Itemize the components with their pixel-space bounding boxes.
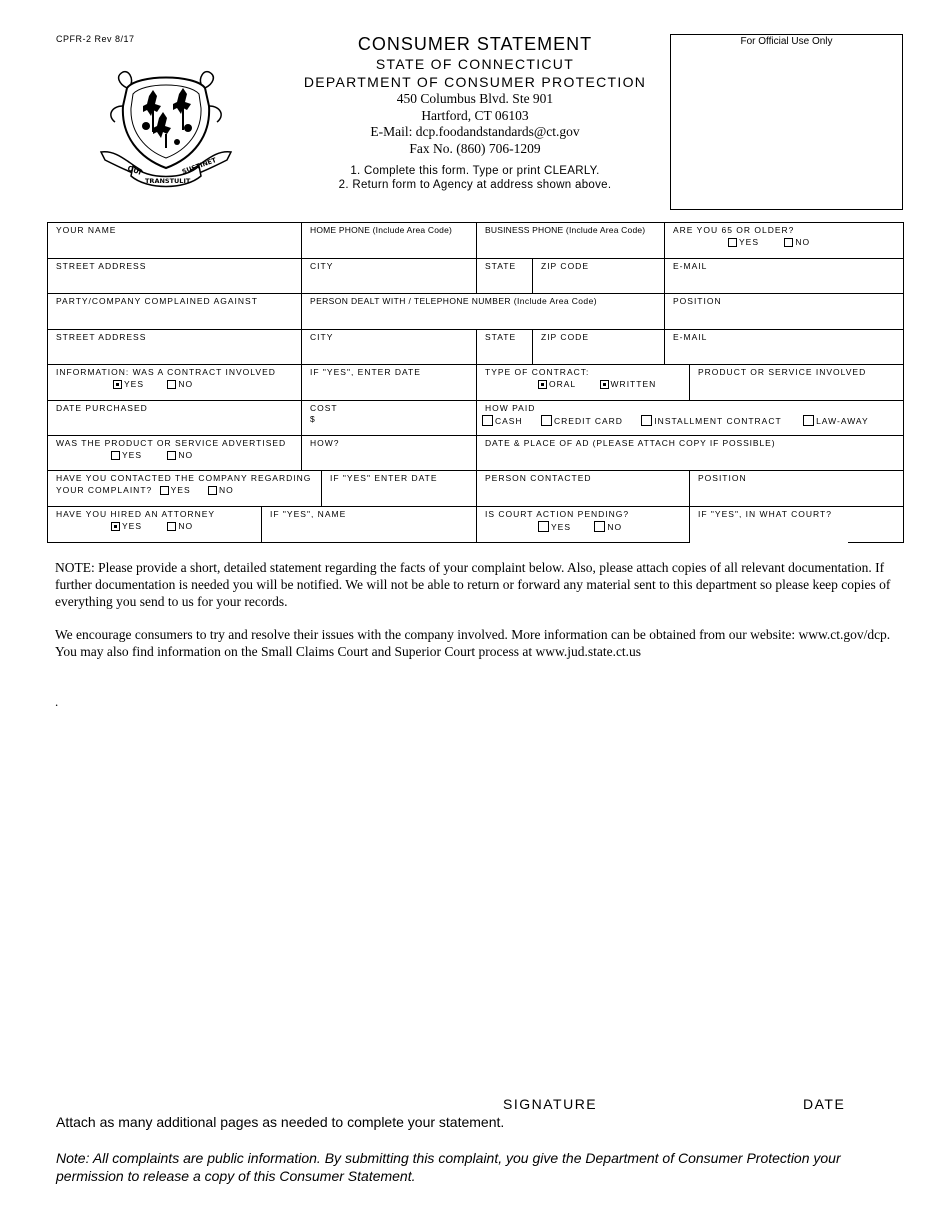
official-use-label: For Official Use Only xyxy=(740,36,833,47)
written-checkbox[interactable]: WRITTEN xyxy=(600,379,657,390)
email-line: E-Mail: dcp.foodandstandards@ct.gov xyxy=(370,124,580,139)
product-service-field[interactable]: PRODUCT OR SERVICE INVOLVED xyxy=(690,365,904,401)
contacted-yes-checkbox[interactable]: YES xyxy=(160,485,191,496)
fax-line: Fax No. (860) 706-1209 xyxy=(409,140,541,156)
how-paid-field: HOW PAID CASH CREDIT CARD INSTALLMENT CONTRACT LAW-AWAY xyxy=(477,401,904,436)
email-field[interactable]: E-MAIL xyxy=(665,259,904,294)
company-city-field[interactable]: CITY xyxy=(302,330,477,365)
contacted-date-field[interactable]: IF "YES" ENTER DATE xyxy=(322,471,477,507)
cash-checkbox[interactable]: CASH xyxy=(482,415,523,427)
contacted-no-checkbox[interactable]: NO xyxy=(208,485,234,496)
official-use-box xyxy=(670,34,903,210)
svg-text:QUI: QUI xyxy=(126,164,143,177)
city-field[interactable]: CITY xyxy=(302,259,477,294)
date-label: DATE xyxy=(803,1096,846,1112)
contract-yes-checkbox[interactable]: YES xyxy=(113,379,144,390)
svg-text:TRANSTULIT: TRANSTULIT xyxy=(145,177,191,185)
public-information-note: Note: All complaints are public information. By submitting this complaint, you give the Department of Consumer Protection your permission to release a copy of this Consumer Statement. xyxy=(56,1150,841,1184)
attach-pages-note: Attach as many additional pages as needed to complete your statement. xyxy=(56,1114,505,1130)
encourage-paragraph: We encourage consumers to try and resolve their issues with the company involved. More information can be obtained from our website: www.ct.gov/dcp. You may also find information on the Small Claims Court and Superior Court process at www.jud.state.ct.us xyxy=(55,627,891,659)
advertised-yes-checkbox[interactable]: YES xyxy=(111,450,142,461)
complaint-form-grid xyxy=(47,222,904,543)
court-no-checkbox[interactable]: NO xyxy=(594,521,622,533)
court-name-field[interactable]: IF "YES", IN WHAT COURT? xyxy=(690,507,904,543)
form-code: CPFR-2 Rev 8/17 xyxy=(56,34,135,44)
advertised-field: WAS THE PRODUCT OR SERVICE ADVERTISED YES NO xyxy=(48,436,302,471)
business-phone-field[interactable]: BUSINESS PHONE (Include Area Code) xyxy=(477,223,665,259)
company-zip-field[interactable]: ZIP CODE xyxy=(533,330,665,365)
date-place-ad-field[interactable]: DATE & PLACE OF AD (PLEASE ATTACH COPY IF POSSIBLE) xyxy=(477,436,904,471)
your-name-field[interactable]: YOUR NAME xyxy=(48,223,302,259)
court-yes-checkbox[interactable]: YES xyxy=(538,521,571,533)
home-phone-field[interactable]: HOME PHONE (Include Area Code) xyxy=(302,223,477,259)
age-65-field: ARE YOU 65 OR OLDER? YES NO xyxy=(665,223,904,259)
company-street-address-field[interactable]: STREET ADDRESS xyxy=(48,330,302,365)
instruction-2: 2. Return form to Agency at address shown above. xyxy=(338,179,612,191)
credit-card-checkbox[interactable]: CREDIT CARD xyxy=(541,415,623,427)
date-purchased-field[interactable]: DATE PURCHASED xyxy=(48,401,302,436)
instructions-text xyxy=(55,559,905,676)
type-contract-field: TYPE OF CONTRACT: ORAL WRITTEN xyxy=(477,365,690,401)
state-field[interactable]: STATE xyxy=(477,259,533,294)
street-address-field[interactable]: STREET ADDRESS xyxy=(48,259,302,294)
company-state-field[interactable]: STATE xyxy=(477,330,533,365)
age-65-no-checkbox[interactable]: NO xyxy=(784,237,810,248)
address-line-1: 450 Columbus Blvd. Ste 901 xyxy=(396,91,554,106)
person-dealt-field[interactable]: PERSON DEALT WITH / TELEPHONE NUMBER (Include Area Code) xyxy=(302,294,665,330)
attorney-field: HAVE YOU HIRED AN ATTORNEY YES NO xyxy=(48,507,262,543)
signature-label: SIGNATURE xyxy=(503,1096,598,1112)
party-complained-field[interactable]: PARTY/COMPANY COMPLAINED AGAINST xyxy=(48,294,302,330)
stray-mark: . xyxy=(55,694,59,709)
contract-date-field[interactable]: IF "YES", ENTER DATE xyxy=(302,365,477,401)
cost-field[interactable]: COST $ xyxy=(302,401,477,436)
contacted-company-field: HAVE YOU CONTACTED THE COMPANY REGARDING YOUR COMPLAINT? YES NO xyxy=(48,471,322,507)
state-seal-icon xyxy=(97,66,235,190)
address-line-2: Hartford, CT 06103 xyxy=(421,107,529,123)
form-title: CONSUMER STATEMENT xyxy=(357,34,593,54)
svg-text:SUSTINET: SUSTINET xyxy=(180,156,218,176)
court-pending-field: IS COURT ACTION PENDING? YES NO xyxy=(477,507,690,543)
attorney-no-checkbox[interactable]: NO xyxy=(167,521,193,532)
how-advertised-field[interactable]: HOW? xyxy=(302,436,477,471)
advertised-no-checkbox[interactable]: NO xyxy=(167,450,193,461)
age-65-yes-checkbox[interactable]: YES xyxy=(728,237,759,248)
header xyxy=(290,34,660,192)
instruction-1: 1. Complete this form. Type or print CLEARLY. xyxy=(350,165,600,177)
oral-checkbox[interactable]: ORAL xyxy=(538,379,576,390)
company-email-field[interactable]: E-MAIL xyxy=(665,330,904,365)
contract-involved-field: INFORMATION: WAS A CONTRACT INVOLVED YES NO xyxy=(48,365,302,401)
contacted-position-field[interactable]: POSITION xyxy=(690,471,904,507)
installment-checkbox[interactable]: INSTALLMENT CONTRACT xyxy=(641,415,781,427)
position-field[interactable]: POSITION xyxy=(665,294,904,330)
contract-no-checkbox[interactable]: NO xyxy=(167,379,193,390)
department-name: DEPARTMENT OF CONSUMER PROTECTION xyxy=(303,74,647,90)
state-name: STATE OF CONNECTICUT xyxy=(375,56,575,72)
person-contacted-field[interactable]: PERSON CONTACTED xyxy=(477,471,690,507)
layaway-checkbox[interactable]: LAW-AWAY xyxy=(803,415,869,427)
attorney-yes-checkbox[interactable]: YES xyxy=(111,521,142,532)
zip-code-field[interactable]: ZIP CODE xyxy=(533,259,665,294)
attorney-name-field[interactable]: IF "YES", NAME xyxy=(262,507,477,543)
note-paragraph: NOTE: Please provide a short, detailed statement regarding the facts of your complaint below. Also, please attach copies of all relevant documentation. If further documentation is needed you will be notified. We will not be able to return or forward any material sent to this department so please keep copies of everything you send to us for your records. xyxy=(55,560,891,609)
